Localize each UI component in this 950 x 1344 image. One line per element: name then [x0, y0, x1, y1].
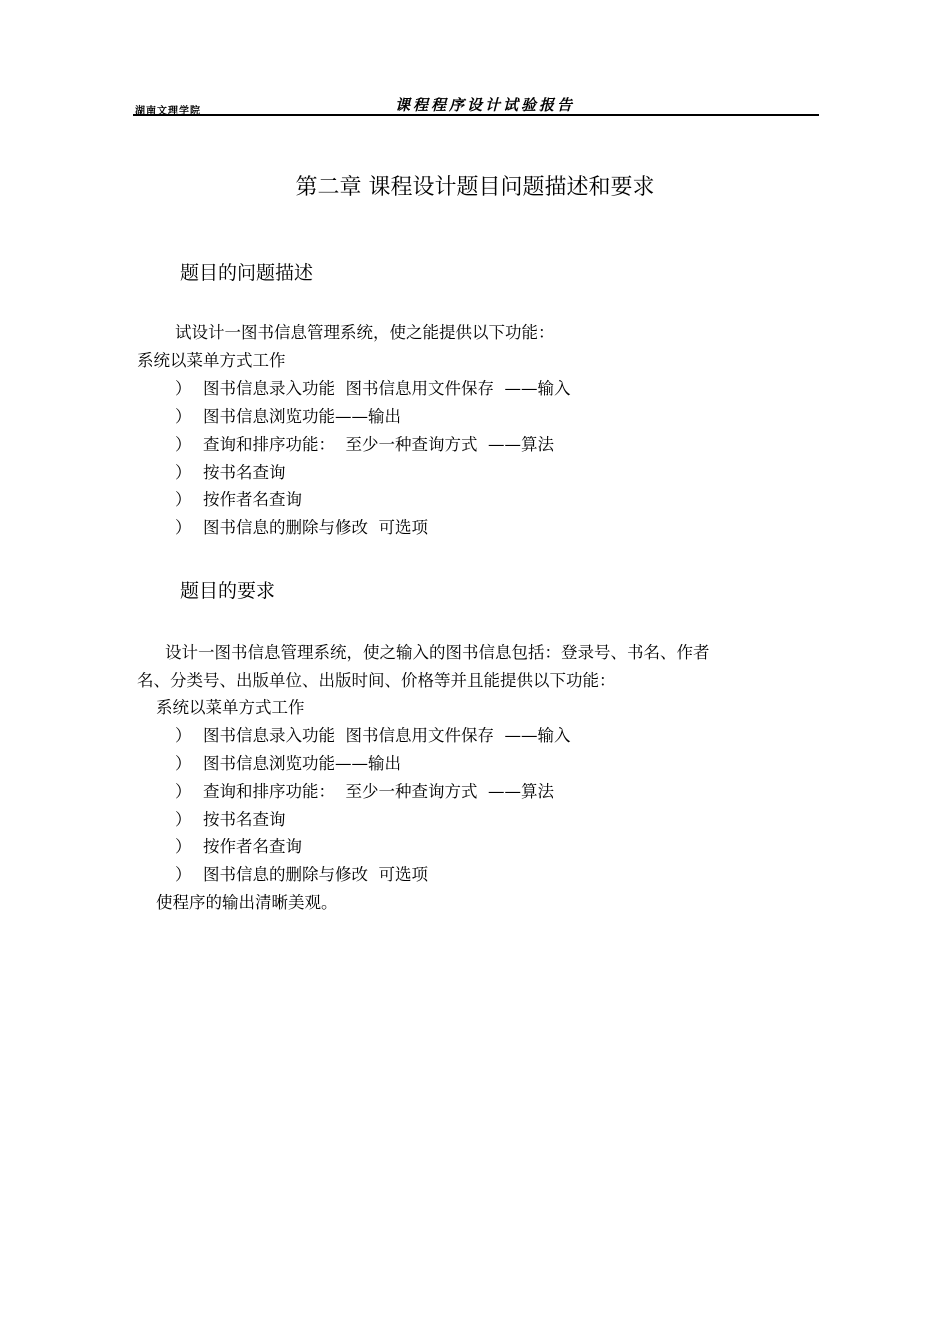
- list-item-text: 查询和排序功能： 至少一种查询方式 ——算法: [203, 782, 554, 801]
- bullet: ）: [175, 435, 192, 454]
- bullet: ）: [175, 407, 192, 426]
- bullet: ）: [175, 837, 192, 856]
- header-divider: [133, 114, 819, 116]
- list-item: [175, 490, 302, 510]
- bullet: ）: [175, 726, 192, 745]
- header-institution: 湖南文理学院: [135, 106, 201, 117]
- list-item-text: 按作者名查询: [203, 490, 302, 509]
- bullet: ）: [175, 782, 192, 801]
- section2-paragraph-line1: 设计一图书信息管理系统，使之输入的图书信息包括：登录号、书名、作者: [165, 643, 710, 662]
- header-report-title: 课程程序设计试验报告: [395, 96, 576, 114]
- list-item-text: 图书信息的删除与修改 可选项: [203, 865, 428, 884]
- section-heading-description: 题目的问题描述: [180, 262, 314, 284]
- bullet: ）: [175, 490, 192, 509]
- section1-intro: 试设计一图书信息管理系统，使之能提供以下功能：: [175, 323, 555, 342]
- list-item: [175, 754, 401, 774]
- list-item: [175, 463, 286, 483]
- list-item-text: 图书信息浏览功能——输出: [203, 754, 401, 773]
- list-item: [175, 407, 401, 427]
- bullet: ）: [175, 379, 192, 398]
- section-heading-requirements: 题目的要求: [180, 580, 276, 602]
- list-item: [175, 782, 554, 802]
- list-item: [175, 379, 570, 399]
- section2-closing: 使程序的输出清晰美观。: [156, 893, 338, 912]
- list-item-text: 图书信息录入功能 图书信息用文件保存 ——输入: [203, 726, 571, 745]
- list-item: [175, 837, 302, 857]
- bullet: ）: [175, 754, 192, 773]
- bullet: ）: [175, 463, 192, 482]
- bullet: ）: [175, 865, 192, 884]
- list-item-text: 按作者名查询: [203, 837, 302, 856]
- list-item: [175, 435, 554, 455]
- list-item-text: 图书信息的删除与修改 可选项: [203, 518, 428, 537]
- list-item-text: 图书信息录入功能 图书信息用文件保存 ——输入: [203, 379, 571, 398]
- list-item-text: 按书名查询: [203, 463, 286, 482]
- section2-mode: 系统以菜单方式工作: [156, 698, 305, 717]
- chapter-title: 第二章 课程设计题目问题描述和要求: [295, 175, 655, 200]
- section1-mode: 系统以菜单方式工作: [137, 351, 286, 370]
- list-item: [175, 865, 428, 885]
- list-item-text: 图书信息浏览功能——输出: [203, 407, 401, 426]
- list-item-text: 按书名查询: [203, 810, 286, 829]
- list-item: [175, 518, 428, 538]
- section2-paragraph-line2: 名、分类号、出版单位、出版时间、价格等并且能提供以下功能：: [137, 671, 616, 690]
- bullet: ）: [175, 810, 192, 829]
- bullet: ）: [175, 518, 192, 537]
- list-item: [175, 726, 570, 746]
- list-item: [175, 810, 286, 830]
- list-item-text: 查询和排序功能： 至少一种查询方式 ——算法: [203, 435, 554, 454]
